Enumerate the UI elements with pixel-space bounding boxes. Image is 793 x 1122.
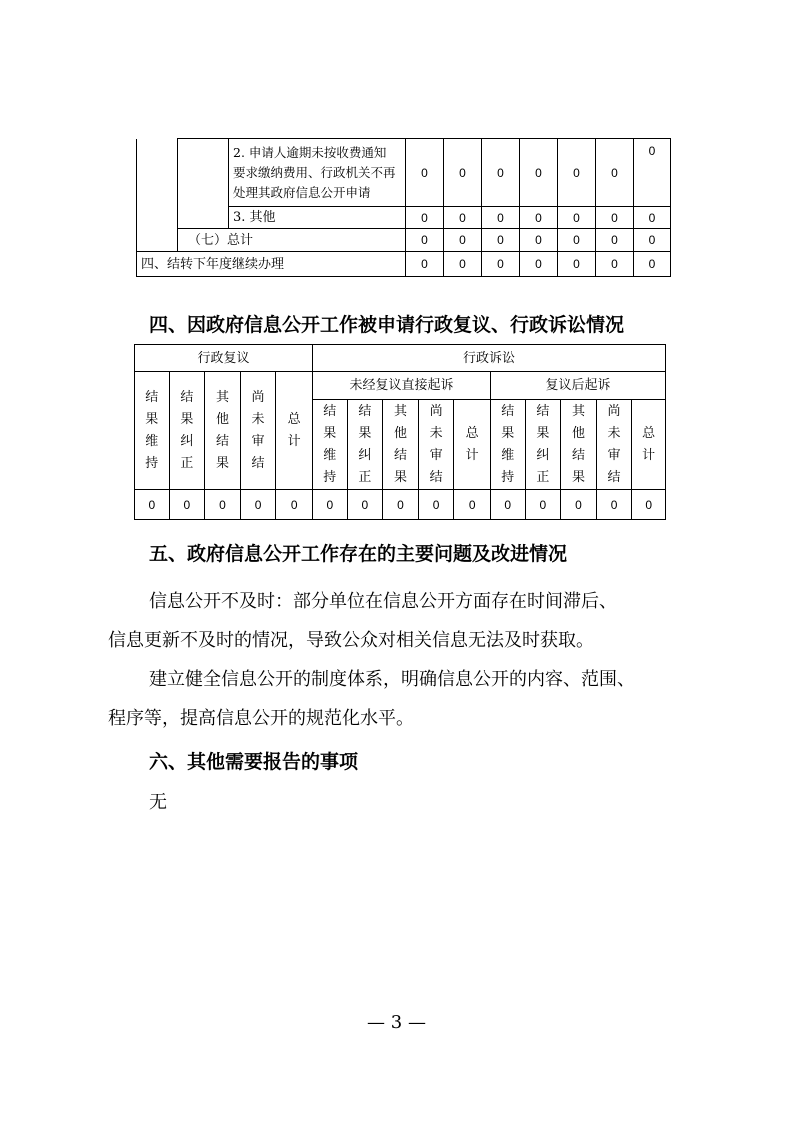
table-cell: 0 [482, 207, 520, 229]
row-label [229, 139, 406, 207]
vertical-label: 尚 未 审 结 [429, 403, 443, 485]
row-label-line: 要求缴纳费用、行政机关不再 [233, 164, 396, 180]
table-row [135, 490, 666, 520]
header-upheld [135, 372, 170, 490]
page-number: — 3 — [367, 1012, 426, 1033]
header-upheld [490, 400, 525, 490]
header-pending [418, 400, 454, 490]
header-direct-suit: 未经复议直接起诉 [313, 372, 491, 400]
table-cell: 0 [406, 207, 444, 229]
row-label-line: 处理其政府信息公开申请 [233, 184, 371, 200]
section-body: 无 [149, 792, 167, 813]
table-cell: 0 [520, 207, 558, 229]
table-cell: 0 [406, 252, 444, 277]
table-cell: 0 [596, 139, 634, 207]
table-cell: 0 [558, 207, 596, 229]
header-pending [596, 400, 632, 490]
table-cell: 0 [596, 490, 632, 520]
header-admin-review: 行政复议 [135, 345, 313, 372]
table-cell: 0 [240, 490, 276, 520]
table-row [135, 345, 666, 372]
paragraph-line: 信息公开不及时：部分单位在信息公开方面存在时间滞后、 [149, 591, 617, 612]
table-cell: 0 [596, 252, 634, 277]
section-heading: 五、政府信息公开工作存在的主要问题及改进情况 [149, 543, 568, 565]
vertical-label: 其 他 结 果 [393, 403, 407, 485]
table-cell: 0 [454, 490, 491, 520]
header-admin-litigation: 行政诉讼 [313, 345, 666, 372]
table-row [137, 139, 671, 207]
table-cell: 0 [520, 252, 558, 277]
header-upheld [313, 400, 348, 490]
table-cell: 0 [482, 252, 520, 277]
table-cell: 0 [135, 490, 170, 520]
table-cell: 0 [596, 229, 634, 252]
vertical-label: 结 果 纠 正 [180, 389, 194, 471]
table-cell: 0 [632, 490, 666, 520]
table-row [137, 229, 671, 252]
vertical-label: 尚 未 审 结 [251, 389, 265, 471]
table-cell: 0 [520, 139, 558, 207]
header-corrected [525, 400, 561, 490]
header-pending [240, 372, 276, 490]
section-heading: 六、其他需要报告的事项 [149, 751, 359, 773]
table-cell: 0 [347, 490, 383, 520]
vertical-label: 其 他 结 果 [215, 389, 229, 471]
table-cell: 0 [418, 490, 454, 520]
paragraph-line: 信息更新不及时的情况，导致公众对相关信息无法及时获取。 [108, 630, 594, 651]
review-litigation-table [134, 344, 666, 520]
table-cell: 0 [634, 229, 671, 252]
table-cell: 0 [490, 490, 525, 520]
table-cell: 0 [383, 490, 419, 520]
table-cell: 0 [406, 139, 444, 207]
vertical-label: 结 果 纠 正 [536, 403, 550, 485]
vertical-label: 总 计 [642, 425, 656, 463]
table-cell: 0 [525, 490, 561, 520]
vertical-label: 其 他 结 果 [571, 403, 585, 485]
header-total [276, 372, 313, 490]
application-status-table [136, 138, 671, 277]
vertical-label: 尚 未 审 结 [607, 403, 621, 485]
table-cell: 0 [482, 139, 520, 207]
vertical-label: 结 果 纠 正 [358, 403, 372, 485]
table-cell [137, 139, 178, 252]
table-cell: 0 [558, 229, 596, 252]
header-other [205, 372, 241, 490]
table-cell: 0 [482, 229, 520, 252]
table-cell: 0 [205, 490, 241, 520]
row-label: （七）总计 [178, 229, 406, 252]
table-row [137, 252, 671, 277]
vertical-label: 结 果 维 持 [323, 403, 337, 485]
table-cell: 0 [313, 490, 348, 520]
header-other [561, 400, 597, 490]
table-cell: 0 [634, 207, 671, 229]
header-total [454, 400, 491, 490]
table-cell: 0 [561, 490, 597, 520]
header-post-review-suit: 复议后起诉 [490, 372, 665, 400]
header-corrected [169, 372, 205, 490]
row-label: 四、结转下年度继续办理 [137, 252, 406, 277]
table-cell: 0 [558, 139, 596, 207]
row-label: 3. 其他 [229, 207, 406, 229]
header-other [383, 400, 419, 490]
header-corrected [347, 400, 383, 490]
table-cell: 0 [558, 252, 596, 277]
table-cell: 0 [596, 207, 634, 229]
table-cell: 0 [520, 229, 558, 252]
table-cell: 0 [169, 490, 205, 520]
table-cell [178, 139, 229, 229]
vertical-label: 结 果 维 持 [501, 403, 515, 485]
table-cell: 0 [276, 490, 313, 520]
paragraph-line: 建立健全信息公开的制度体系，明确信息公开的内容、范围、 [149, 669, 635, 690]
vertical-label: 结 果 维 持 [145, 389, 159, 471]
table-row [135, 372, 666, 400]
paragraph-line: 程序等，提高信息公开的规范化水平。 [108, 708, 414, 729]
header-total [632, 400, 666, 490]
table-cell: 0 [634, 252, 671, 277]
vertical-label: 总 计 [287, 411, 301, 449]
table-cell: 0 [444, 207, 482, 229]
vertical-label: 总 计 [465, 425, 479, 463]
row-label-line: 2. 申请人逾期未按收费通知 [233, 144, 387, 160]
table-cell: 0 [406, 229, 444, 252]
table-cell: 0 [634, 139, 671, 207]
table-cell: 0 [444, 252, 482, 277]
table-cell: 0 [444, 229, 482, 252]
table-cell: 0 [444, 139, 482, 207]
section-heading: 四、因政府信息公开工作被申请行政复议、行政诉讼情况 [149, 314, 625, 336]
